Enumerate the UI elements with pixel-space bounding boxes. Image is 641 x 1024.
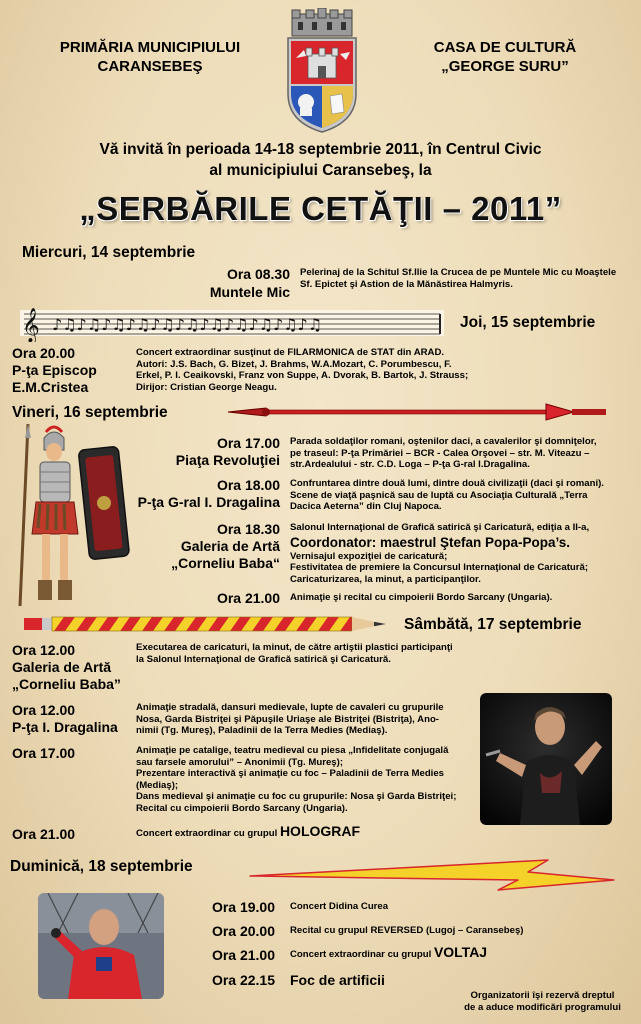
fri-e2-desc-1: Confruntarea dintre două lumi, dintre două civilizaţii (daci şi romani). [290,478,604,489]
sun-e3-band: VOLTAJ [433,944,488,960]
fri-e3-desc-1: Salonul Internaţional de Grafică satirică şi Caricatură, ediţia a II-a, [290,522,590,533]
fri-e3-coordinator: Coordonator: maestrul Ştefan Popa-Popa’s. [290,534,571,550]
organizer-right-line1: CASA DE CULTURĂ [433,39,577,56]
organizer-right [380,38,630,76]
sat-e3-desc-1: Animaţie pe catalige, teatru medieval cu piesa „Infidelitate conjugală [136,745,449,756]
thu-time: Ora 20.00 [12,345,76,361]
coat-of-arms-icon [284,8,360,134]
thu-desc [136,347,606,393]
fri-e2-desc [290,478,640,513]
svg-text:♪♫♪♫♪♫♪♫♪♫♪♫♪♫♪♫♪♫♪♫♪♫: ♪♫♪♫♪♫♪♫♪♫♪♫♪♫♪♫♪♫♪♫♪♫ [52,315,323,334]
sat-e3-desc-6: Recital cu cimpoierii Bordo Sarcany (Ungaria). [136,802,348,814]
fri-e3-time: Ora 18.30 [216,521,280,537]
sun-e4-time: Ora 22.15 [211,972,275,988]
roman-soldier-icon [14,424,130,616]
sat-e1-place-2: „Corneliu Baba” [12,676,121,692]
organizer-left-line2: CARANSEBEŞ [97,58,203,75]
fri-e1-place: Piaţa Revoluţiei [175,452,280,468]
sat-e2-time: Ora 12.00 [12,702,76,718]
sun-e2-time: Ora 20.00 [211,923,275,939]
thu-desc-1: Concert extraordinar susţinut de FILARMONICA de STAT din ARAD. [136,347,445,358]
sat-e3-desc-5: Dans medieval şi animaţie cu foc cu grupurile: Nosa şi Garda Bistriţei; [136,791,457,802]
sat-e1-place-1: Galeria de Artă [12,659,112,675]
sun-e2-desc: Recital cu grupul REVERSED (Lugoj – Caransebeş) [290,925,524,936]
sat-e4-desc [136,823,476,840]
fri-e2-place: P-ţa G-ral I. Dragalina [137,494,280,510]
day-thursday: Joi, 15 septembrie [460,314,596,331]
fri-e2-desc-2: Scene de viaţă paşnică sau de luptă cu Asociaţia Culturală „Terra [290,489,588,501]
music-staff-icon [20,304,444,342]
fri-e2-desc-3: Dacica Aeterna” din Cluj Napoca. [290,501,442,512]
intro-line2: al municipiului Caransebeş, la [209,162,432,179]
sat-e3-desc-2: sau farsele amorului” – Anonimii (Tg. Mureş); [136,756,344,768]
day-saturday: Sâmbătă, 17 septembrie [404,616,582,633]
sun-e3-desc [290,944,620,961]
fri-e3-desc-2: Vernisajul expoziţiei de caricatură; [290,550,448,562]
event-title: „SERBĂRILE CETĂŢII – 2011” [79,190,562,227]
pencil-icon [22,614,394,634]
wed-time: Ora 08.30 [226,266,290,282]
wed-desc-2: Sf. Epictet şi Astion de la Mănăstirea Halmyris. [300,278,513,290]
sun-e4-desc: Foc de artificii [290,972,385,988]
sat-e2-desc-3: nimii (Tg. Mureş), Paladinii de la Terra Medies (Mediaş). [136,725,388,736]
fri-e1-desc [290,436,640,471]
sat-e3-desc-4: (Mediaş); [136,779,179,791]
sat-e4-desc-1: Concert extraordinar cu grupul [136,828,278,839]
sun-e1-desc: Concert Didina Curea [290,901,389,912]
intro-line1: Vă invită în perioada 14-18 septembrie 2011, în Centrul Civic [99,141,542,158]
wed-desc [300,267,640,290]
svg-text:𝄞: 𝄞 [22,308,40,342]
sun-e3-time: Ora 21.00 [211,947,275,963]
fri-e3-desc-4: Caricaturizarea, la minut, a participanţilor. [290,573,481,585]
footer-line2: de a aduce modificări programului [464,1001,621,1013]
fri-e1-desc-1: Parada soldaţilor romani, oştenilor daci, a cavalerilor şi domniţelor, [290,436,597,447]
sun-e1-time: Ora 19.00 [211,899,275,915]
fri-e4-desc: Animaţie şi recital cu cimpoierii Bordo Sarcany (Ungaria). [290,592,553,603]
thu-desc-4: Dirijor: Cristian George Neagu. [136,381,277,393]
performer-photo-icon [38,893,164,999]
day-sunday: Duminică, 18 septembrie [10,858,193,875]
footer-note [450,990,635,1013]
fri-e1-desc-3: str.Ardealului - str. C.D. Loga – P-ţa G-ral I.Dragalina. [290,459,530,470]
sat-e2-desc-2: Nosa, Garda Bistriţei şi Păpuşile Uriaşe ale Bistriţei (Bistriţa), Ano- [136,713,440,725]
sat-e1-desc [136,642,606,665]
fri-e2-time: Ora 18.00 [216,477,280,493]
fri-e4-time: Ora 21.00 [216,590,280,606]
fri-e3-place-1: Galeria de Artă [180,538,280,554]
organizer-left-line1: PRIMĂRIA MUNICIPIULUI [59,39,241,56]
lightning-bolt-icon [248,856,616,894]
footer-line1: Organizatorii îşi rezervă dreptul [470,990,615,1001]
wed-place: Muntele Mic [209,284,290,300]
sat-e3-desc [136,745,476,814]
sat-e2-place: P-ţa I. Dragalina [12,719,118,735]
fri-e1-time: Ora 17.00 [216,435,280,451]
organizer-right-line2: „GEORGE SURU” [441,58,569,75]
sat-e2-desc [136,702,476,737]
sat-e2-desc-1: Animaţie stradală, dansuri medievale, lupte de cavaleri cu grupurile [136,702,444,713]
spear-icon [226,400,608,424]
thu-desc-3: Erkel, P. I. Ceaikovski, Franz von Suppe, A. Dvorak, B. Bartok, J. Strauss; [136,370,469,381]
fri-e3-desc-3: Festivitatea de premiere la Concursul Internaţional de Caricatură; [290,562,589,573]
sat-e3-time: Ora 17.00 [12,745,76,761]
day-friday: Vineri, 16 septembrie [12,404,168,421]
sat-e1-time: Ora 12.00 [12,642,76,658]
sun-e3-desc-1: Concert extraordinar cu grupul [290,949,432,960]
singer-photo-icon [480,693,612,825]
fri-e3-desc [290,522,640,585]
day-wednesday: Miercuri, 14 septembrie [22,244,196,261]
sat-e4-time: Ora 21.00 [12,826,76,842]
wed-desc-1: Pelerinaj de la Schitul Sf.Ilie la Crucea de pe Muntele Mic cu Moaştele [300,267,617,278]
fri-e3-place-2: „Corneliu Baba“ [171,555,280,571]
sat-e3-desc-3: Prezentare interactivă şi animaţie cu foc – Paladinii de Terra Medies [136,768,445,779]
thu-desc-2: Autori: J.S. Bach, G. Bizet, J. Brahms, W.A.Mozart, C. Porumbescu, F. [136,358,452,370]
sat-e1-desc-2: la Salonul Internaţional de Grafică satirică şi Caricatură. [136,653,391,665]
organizer-left [20,38,280,76]
thu-place-2: E.M.Cristea [12,379,89,395]
thu-place-1: P-ţa Episcop [12,362,97,378]
fri-e1-desc-2: pe traseul: P-ţa Primăriei – BCR - Calea Orşovei – str. M. Viteazu – [290,447,590,459]
sat-e4-band: HOLOGRAF [279,823,361,839]
sat-e1-desc-1: Executarea de caricaturi, la minut, de către artiştii plastici participanţi [136,642,453,653]
